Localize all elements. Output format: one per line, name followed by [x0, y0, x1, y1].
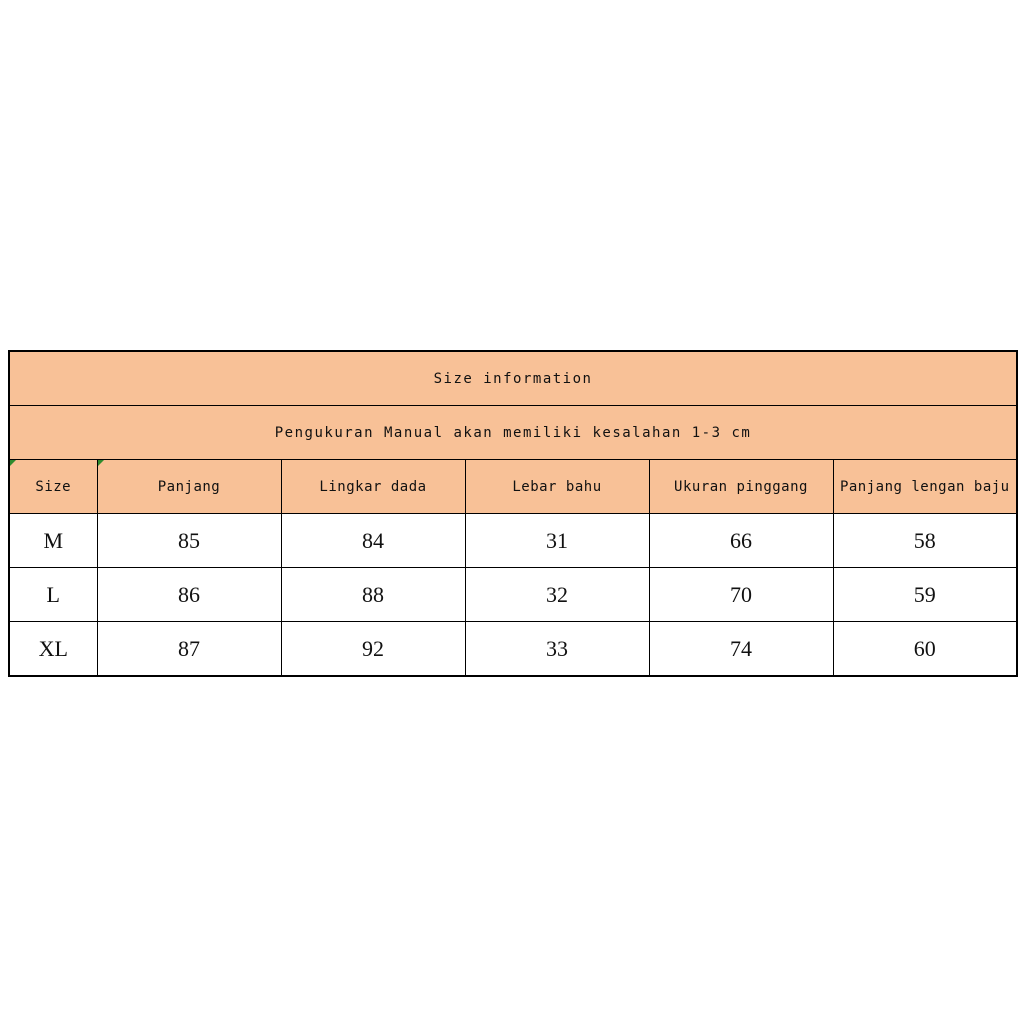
table-cell: 88: [281, 568, 465, 622]
table-cell: 92: [281, 622, 465, 677]
row-size-label: L: [9, 568, 97, 622]
table-title: Size information: [9, 351, 1017, 406]
table-cell: 85: [97, 514, 281, 568]
table-cell: 31: [465, 514, 649, 568]
column-header-ukuran-pinggang: Ukuran pinggang: [649, 460, 833, 514]
column-header-label: Panjang: [157, 478, 221, 495]
header-row: [9, 460, 1017, 514]
column-header-lingkar-dada: Lingkar dada: [281, 460, 465, 514]
table-cell: 60: [833, 622, 1017, 677]
table-cell: 84: [281, 514, 465, 568]
column-header-size: [9, 460, 97, 514]
table-row: [9, 568, 1017, 622]
table-cell: 87: [97, 622, 281, 677]
size-table: [8, 350, 1018, 677]
cell-corner-marker: [98, 460, 104, 466]
column-header-label: Size: [35, 478, 72, 495]
column-header-panjang-lengan-baju: Panjang lengan baju: [833, 460, 1017, 514]
title-row: [9, 351, 1017, 406]
table-cell: 74: [649, 622, 833, 677]
row-size-label: M: [9, 514, 97, 568]
table-cell: 70: [649, 568, 833, 622]
table-row: [9, 514, 1017, 568]
cell-corner-marker: [10, 460, 16, 466]
column-header-panjang: [97, 460, 281, 514]
column-header-lebar-bahu: Lebar bahu: [465, 460, 649, 514]
measurement-note: Pengukuran Manual akan memiliki kesalahan 1-3 cm: [9, 406, 1017, 460]
table-cell: 66: [649, 514, 833, 568]
table-cell: 33: [465, 622, 649, 677]
table-cell: 58: [833, 514, 1017, 568]
note-row: [9, 406, 1017, 460]
table-cell: 86: [97, 568, 281, 622]
row-size-label: XL: [9, 622, 97, 677]
table-row: [9, 622, 1017, 677]
table-cell: 59: [833, 568, 1017, 622]
table-cell: 32: [465, 568, 649, 622]
